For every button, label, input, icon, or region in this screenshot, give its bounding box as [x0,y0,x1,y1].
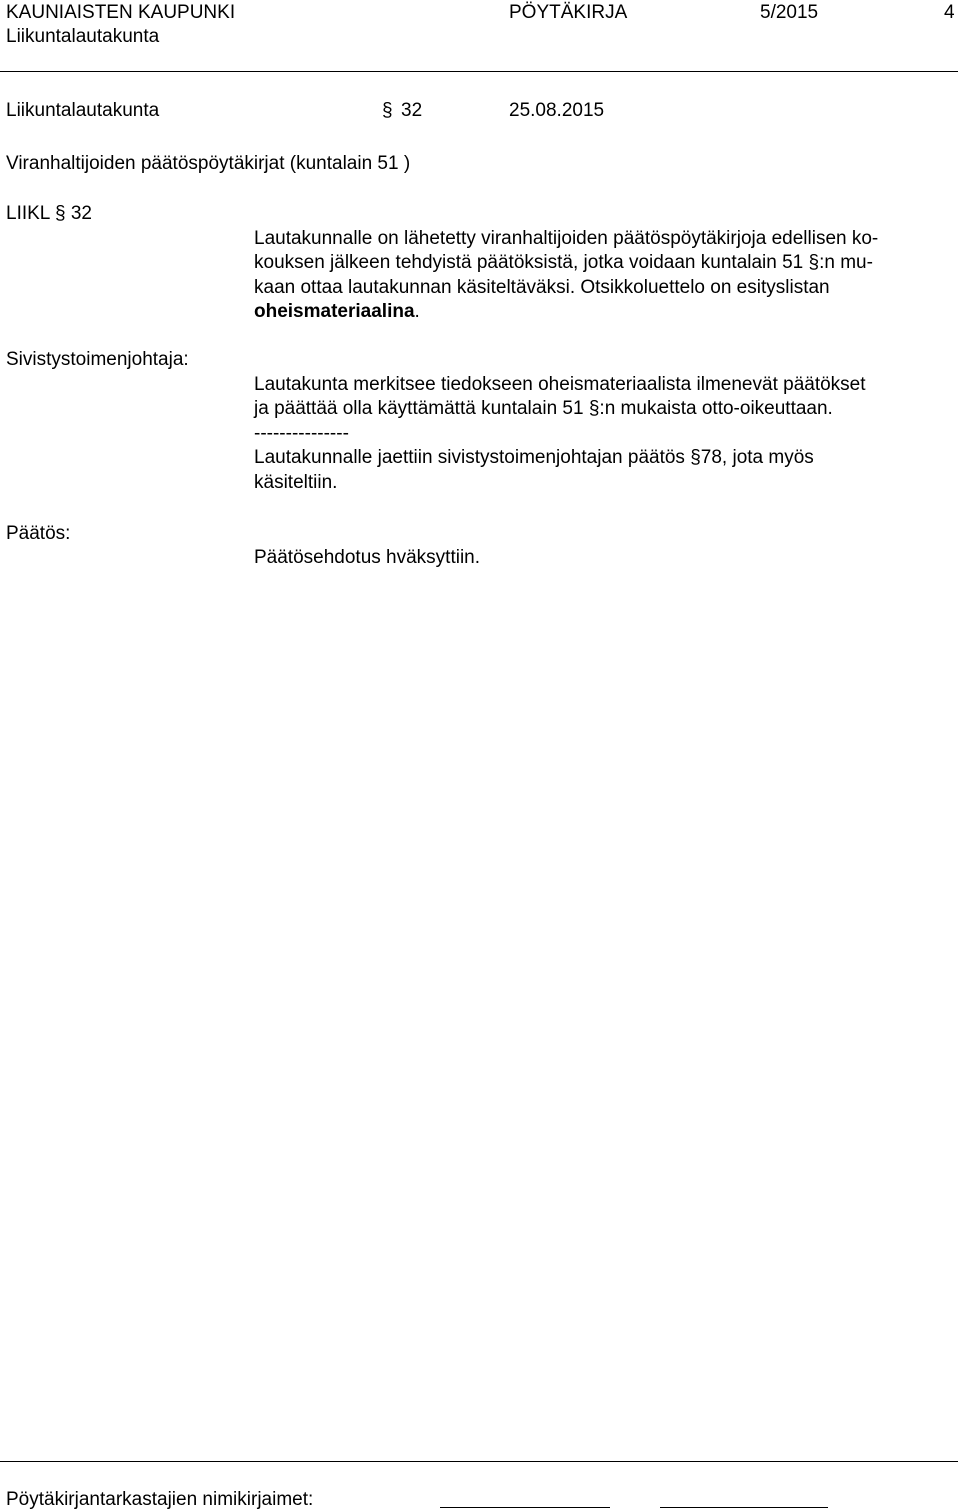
meeting-date: 25.08.2015 [509,100,605,121]
footer-divider [0,1461,958,1462]
proposal-line-2: ja päättää olla käyttämättä kuntalain 51 §:n mukaista otto-oikeuttaan. [254,398,833,420]
signature-line-2[interactable] [660,1507,828,1508]
item-code-symbol: § [54,203,66,224]
proposal-paragraph [254,373,954,495]
intro-line-4: oheismateriaalina. [254,301,420,323]
org-name: KAUNIAISTEN KAUPUNKI [6,2,236,23]
intro-line-1: Lautakunnalle on lähetetty viranhaltijoiden päätöspöytäkirjoja edellisen ko- [254,228,879,249]
proposal-line-4: käsiteltiin. [254,471,338,493]
section-number: 32 [401,100,423,121]
proposal-separator: --------------- [254,422,349,444]
meeting-committee: Liikuntalautakunta [6,100,160,121]
item-code-number: 32 [70,203,92,224]
signatures-label: Pöytäkirjantarkastajien nimikirjaimet: [6,1489,314,1510]
doc-type: PÖYTÄKIRJA [509,2,628,23]
doc-number: 5/2015 [760,2,819,23]
item-code [6,203,92,226]
page-number: 4 [944,2,955,23]
section-symbol-inline: § [808,252,820,274]
attachment-reference: oheismateriaalina [254,301,415,323]
header-committee: Liikuntalautakunta [6,26,160,47]
decision-label: Päätös: [6,523,71,544]
header-divider [0,71,958,72]
proposal-line-1: Lautakunta merkitsee tiedokseen oheismateriaalista ilmenevät päätökset [254,374,866,395]
intro-line-3: kaan ottaa lautakunnan käsiteltäväksi. Otsikkoluettelo on esityslistan [254,276,830,298]
item-code-label: LIIKL [6,203,50,224]
decision-text: Päätösehdotus hväksyttiin. [254,547,481,568]
signature-line-1[interactable] [440,1507,610,1508]
proposal-line-3: Lautakunnalle jaettiin sivistystoimenjohtajan päätös §78, jota myös [254,447,814,469]
proposal-label: Sivistystoimenjohtaja: [6,349,189,370]
intro-line-2: kouksen jälkeen tehdyistä päätöksistä, jotka voidaan kuntalain 51 §:n mu- [254,252,873,274]
section-symbol-inline: § [690,447,701,469]
intro-paragraph [254,227,954,325]
item-title: Viranhaltijoiden päätöspöytäkirjat (kuntalain 51 ) [6,153,411,174]
section-symbol-inline: § [588,398,600,420]
section-symbol: § [382,100,393,121]
